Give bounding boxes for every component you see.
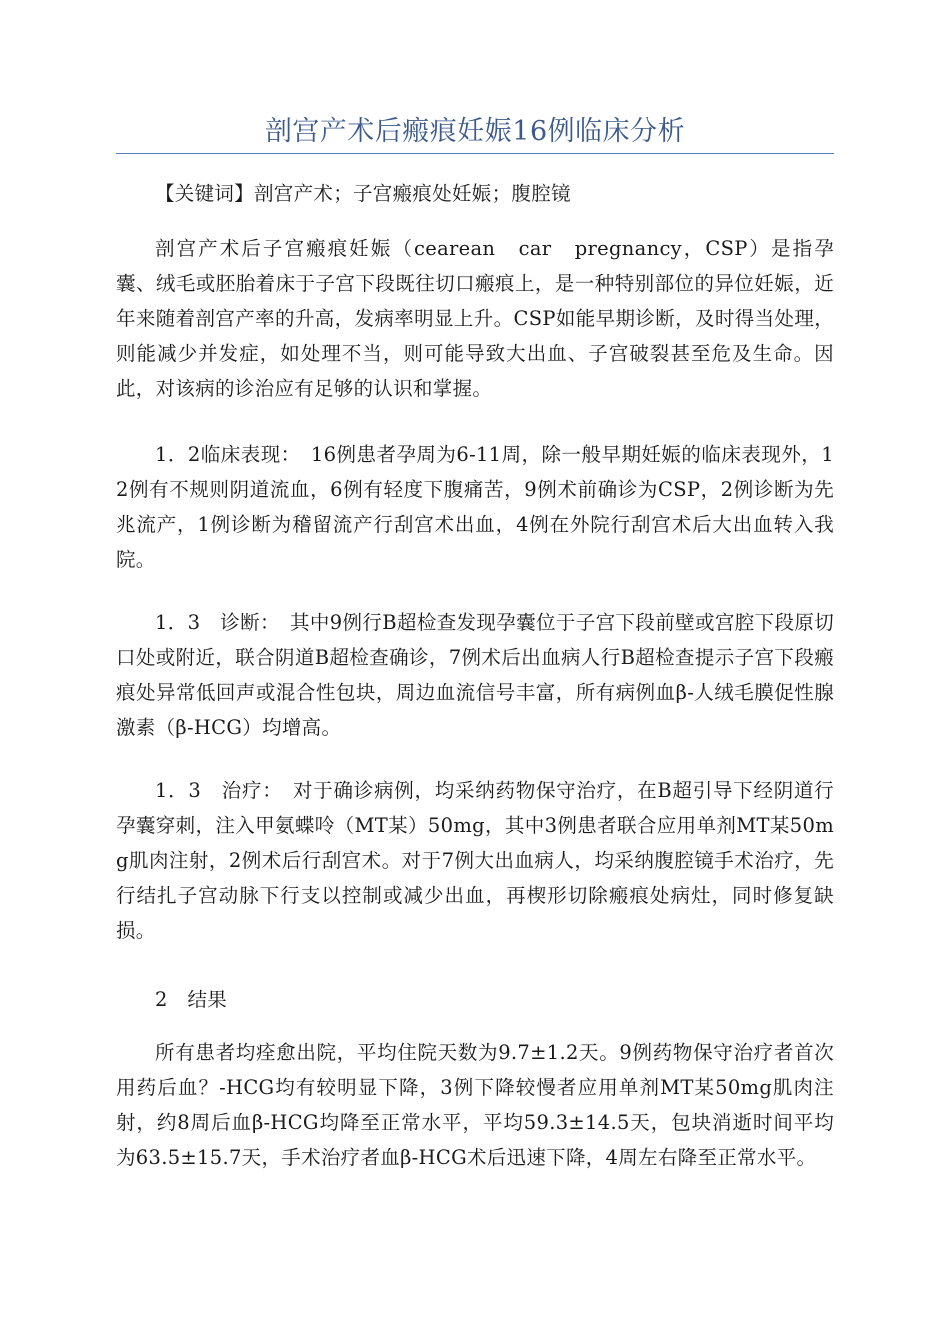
document-title: 剖宫产术后瘢痕妊娠16例临床分析	[264, 116, 686, 147]
paragraph-treatment: 1．3 治疗： 对于确诊病例，均采纳药物保守治疗，在B超引导下经阴道行孕囊穿刺，注入甲氨蝶呤（MT某）50mg，其中3例患者联合应用单剂MT某50mg肌肉注射，2例术后行刮宫术。对于7例大出血病人，均采纳腹腔镜手术治疗，先行结扎子宫动脉下行支以控制或减少出血，再楔形切除瘢痕处病灶，同时修复缺损。	[116, 779, 834, 942]
paragraph-results: 所有患者均痊愈出院，平均住院天数为9.7±1.2天。9例药物保守治疗者首次用药后血？-HCG均有较明显下降，3例下降较慢者应用单剂MT某50mg肌肉注射，约8周后血β-HCG均降至正常水平，平均59.3±14.5天，包块消逝时间平均为63.5±15.7天，手术治疗者血β-HCG术后迅速下降，4周左右降至正常水平。	[116, 1041, 834, 1169]
title-underline	[116, 153, 834, 154]
section-heading-results: 2 结果	[155, 988, 228, 1011]
paragraph-intro: 剖宫产术后子宫瘢痕妊娠（cearean car pregnancy，CSP）是指孕囊、绒毛或胚胎着床于子宫下段既往切口瘢痕上，是一种特别部位的异位妊娠，近年来随着剖宫产率的升高，发病率明显上升。CSP如能早期诊断，及时得当处理，则能减少并发症，如处理不当，则可能导致大出血、子宫破裂甚至危及生命。因此，对该病的诊治应有足够的认识和掌握。	[116, 237, 834, 400]
keywords-line: 【关键词】剖宫产术；子宫瘢痕处妊娠；腹腔镜	[155, 182, 571, 205]
paragraph-diagnosis: 1．3 诊断： 其中9例行B超检查发现孕囊位于子宫下段前壁或宫腔下段原切口处或附近，联合阴道B超检查确诊，7例术后出血病人行B超检查提示子宫下段瘢痕处异常低回声或混合性包块，周边血流信号丰富，所有病例血β-人绒毛膜促性腺激素（β-HCG）均增高。	[116, 611, 834, 739]
paragraph-clinical-manifestation: 1．2临床表现： 16例患者孕周为6-11周，除一般早期妊娠的临床表现外，12例有不规则阴道流血，6例有轻度下腹痛苦，9例术前确诊为CSP，2例诊断为先兆流产，1例诊断为稽留流产行刮宫术出血，4例在外院行刮宫术后大出血转入我院。	[116, 443, 834, 571]
